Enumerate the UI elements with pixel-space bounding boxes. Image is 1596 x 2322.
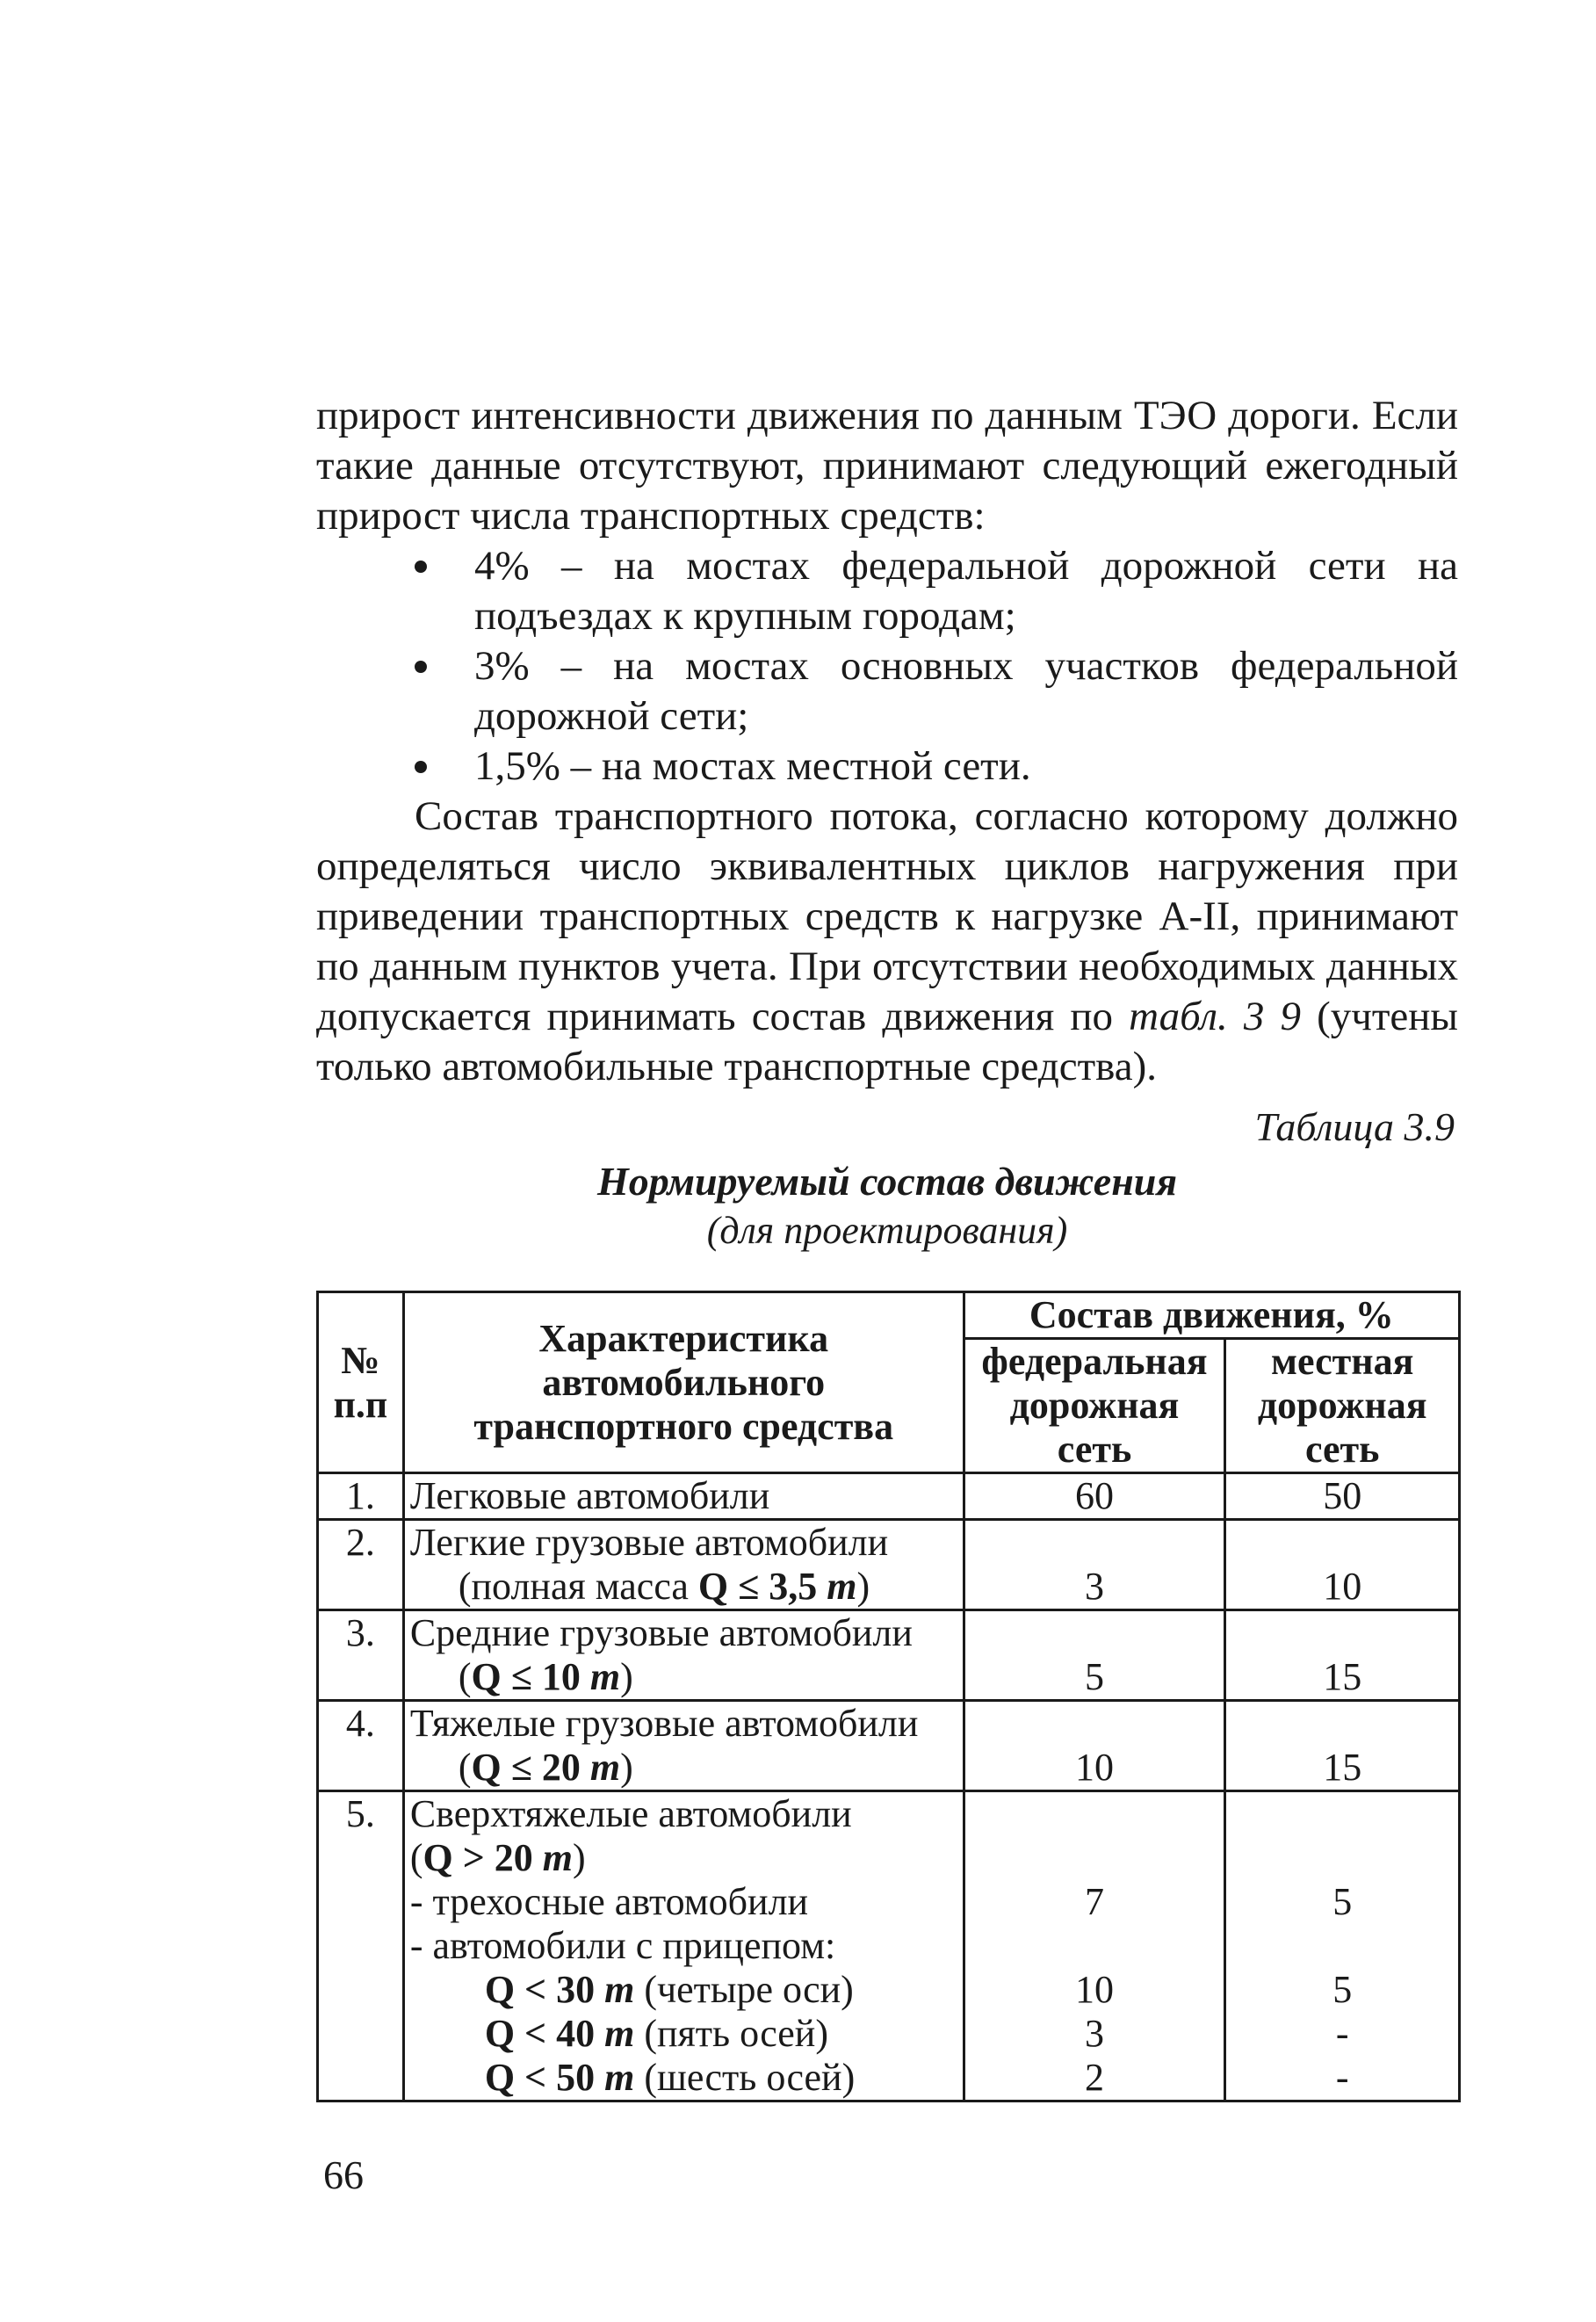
table-row: 5. Сверхтяжелые автомобили (Q > 20 т) - трехосные автомобили - автомобили с прицепом: Q < 30 т (четыре оси) Q < 40 т (пять осей) Q < 50 т (шесть осей) 7 10 3 2 5 5 - - xyxy=(318,1791,1460,2101)
table-row: 4. Тяжелые грузовые автомобили (Q ≤ 20 т) 10 15 xyxy=(318,1701,1460,1791)
bullet-icon xyxy=(415,661,427,673)
page-number: 66 xyxy=(323,2152,364,2197)
table-row: 3. Средние грузовые автомобили (Q ≤ 10 т) 5 15 xyxy=(318,1610,1460,1701)
list-item: 4% – на мостах федеральной дорожной сети на подъездах к крупным городам; xyxy=(474,541,1458,641)
table-reference: табл. 3 9 xyxy=(1129,994,1301,1039)
table-row: 1. Легковые автомобили 60 50 xyxy=(318,1473,1460,1520)
list-item: 1,5% – на мостах местной сети. xyxy=(474,741,1458,792)
list-item: 3% – на мостах основных участков федеральной дорожной сети; xyxy=(474,641,1458,741)
growth-rate-list xyxy=(316,541,1458,792)
paragraph-traffic-composition: Состав транспортного потока, согласно которому должно определяться число эквивалентных циклов нагружения при приведении транспортных средств к нагрузке А-II, принимают по данным пунктов учета. При отсутствии необходимых данных допускается принимать состав движения по табл. 3 9 (учтены только автомобильные транспортные средства). xyxy=(316,793,1458,1089)
paragraph-intro: прирост интенсивности движения по данным ТЭО дороги. Если такие данные отсутствуют, принимают следующий ежегодный прирост числа транспортных средств: xyxy=(316,393,1458,539)
table-title: Нормируемый состав движения xyxy=(596,1159,1178,1204)
header-federal-network: федеральная дорожная сеть xyxy=(964,1339,1225,1473)
bullet-icon xyxy=(415,761,427,773)
header-composition-group: Состав движения, % xyxy=(964,1292,1459,1339)
header-number: № п.п xyxy=(318,1292,404,1473)
table-subtitle: (для проектирования) xyxy=(706,1209,1068,1252)
traffic-composition-table xyxy=(316,1291,1461,2102)
table-label: Таблица 3.9 xyxy=(1254,1104,1455,1149)
bullet-icon xyxy=(415,561,427,573)
table-row: 2. Легкие грузовые автомобили (полная масса Q ≤ 3,5 т) 3 10 xyxy=(318,1520,1460,1610)
header-characteristic: Характеристика автомобильного транспортного средства xyxy=(403,1292,964,1473)
page-content xyxy=(316,391,1458,2102)
header-local-network: местная дорожная сеть xyxy=(1225,1339,1460,1473)
